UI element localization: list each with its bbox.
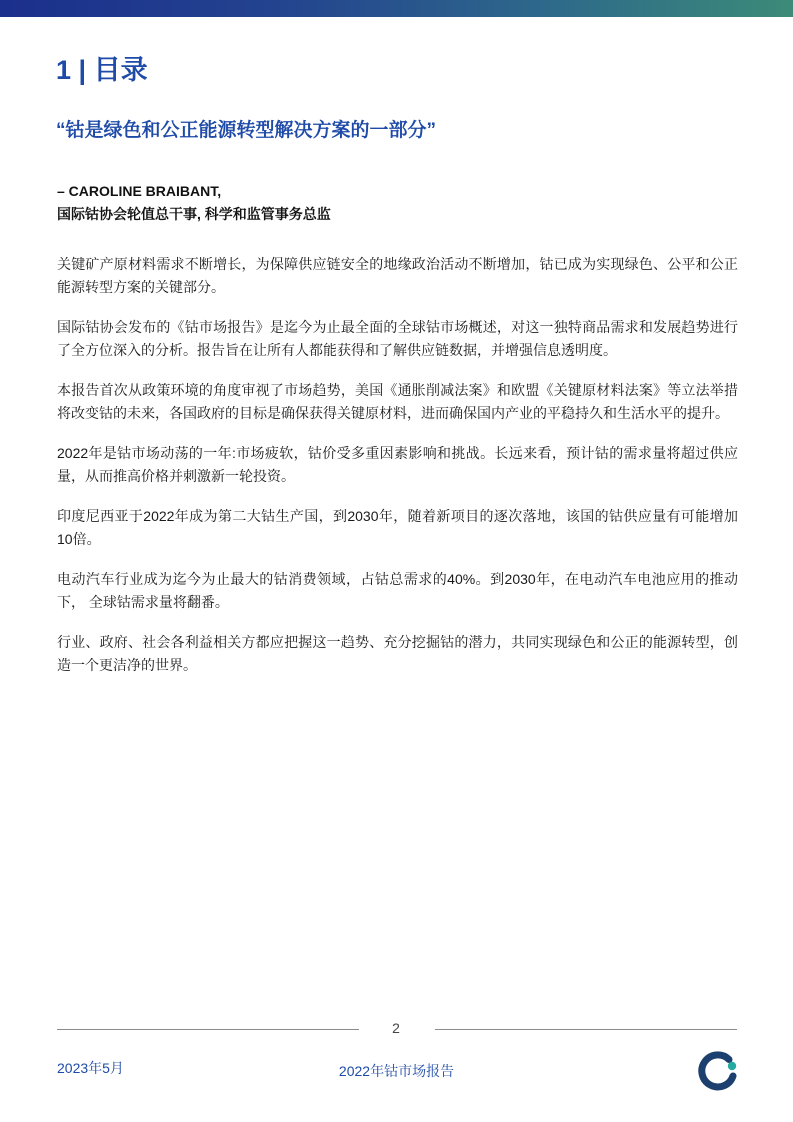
footer-report-name: 2022年钴市场报告 — [338, 1063, 455, 1079]
header-gradient-band — [0, 0, 793, 17]
footer-divider-right — [435, 1029, 737, 1030]
paragraph: 电动汽车行业成为迄今为止最大的钴消费领域，占钴总需求的40%。到2030年，在电动汽车电池应用的推动下， 全球钴需求量将翻番。 — [57, 571, 738, 610]
footer-divider-left — [57, 1029, 359, 1030]
cobalt-institute-logo-icon — [698, 1051, 740, 1091]
page-title: 1 | 目录 — [56, 55, 148, 85]
paragraph: 关键矿产原材料需求不断增长，为保障供应链安全的地缘政治活动不断增加，钴已成为实现绿色、公平和公正 能源转型方案的关键部分。 — [57, 256, 738, 295]
page-number: 2 — [392, 1020, 400, 1036]
author-role: 国际钴协会轮值总干事, 科学和监管事务总监 — [57, 206, 331, 222]
paragraph: 印度尼西亚于2022年成为第二大钴生产国，到2030年，随着新项目的逐次落地，该国的钴供应量有可能增加 10倍。 — [57, 508, 738, 547]
pull-quote: “钴是绿色和公正能源转型解决方案的一部分” — [56, 120, 437, 141]
body-text — [57, 253, 738, 694]
paragraph: 本报告首次从政策环境的角度审视了市场趋势，美国《通胀削减法案》和欧盟《关键原材料法案》等立法举措 将改变钴的未来，各国政府的目标是确保获得关键原材料，进而确保国内产业的平稳持久和生活水平的提升。 — [57, 382, 738, 421]
paragraph: 2022年是钴市场动荡的一年:市场疲软，钴价受多重因素影响和挑战。长远来看，预计钴的需求量将超过供应 量，从而推高价格并刺激新一轮投资。 — [57, 445, 738, 484]
author-name: – CAROLINE BRAIBANT, — [57, 183, 222, 199]
footer-date: 2023年5月 — [57, 1060, 124, 1076]
quote-attribution — [57, 180, 331, 226]
paragraph: 行业、政府、社会各利益相关方都应把握这一趋势、充分挖掘钴的潜力，共同实现绿色和公正的能源转型，创造一个更洁净的世界。 — [57, 634, 738, 673]
paragraph: 国际钴协会发布的《钴市场报告》是迄今为止最全面的全球钴市场概述，对这一独特商品需求和发展趋势进行 了全方位深入的分析。报告旨在让所有人都能获得和了解供应链数据，并增强信息透明度。 — [57, 319, 738, 358]
